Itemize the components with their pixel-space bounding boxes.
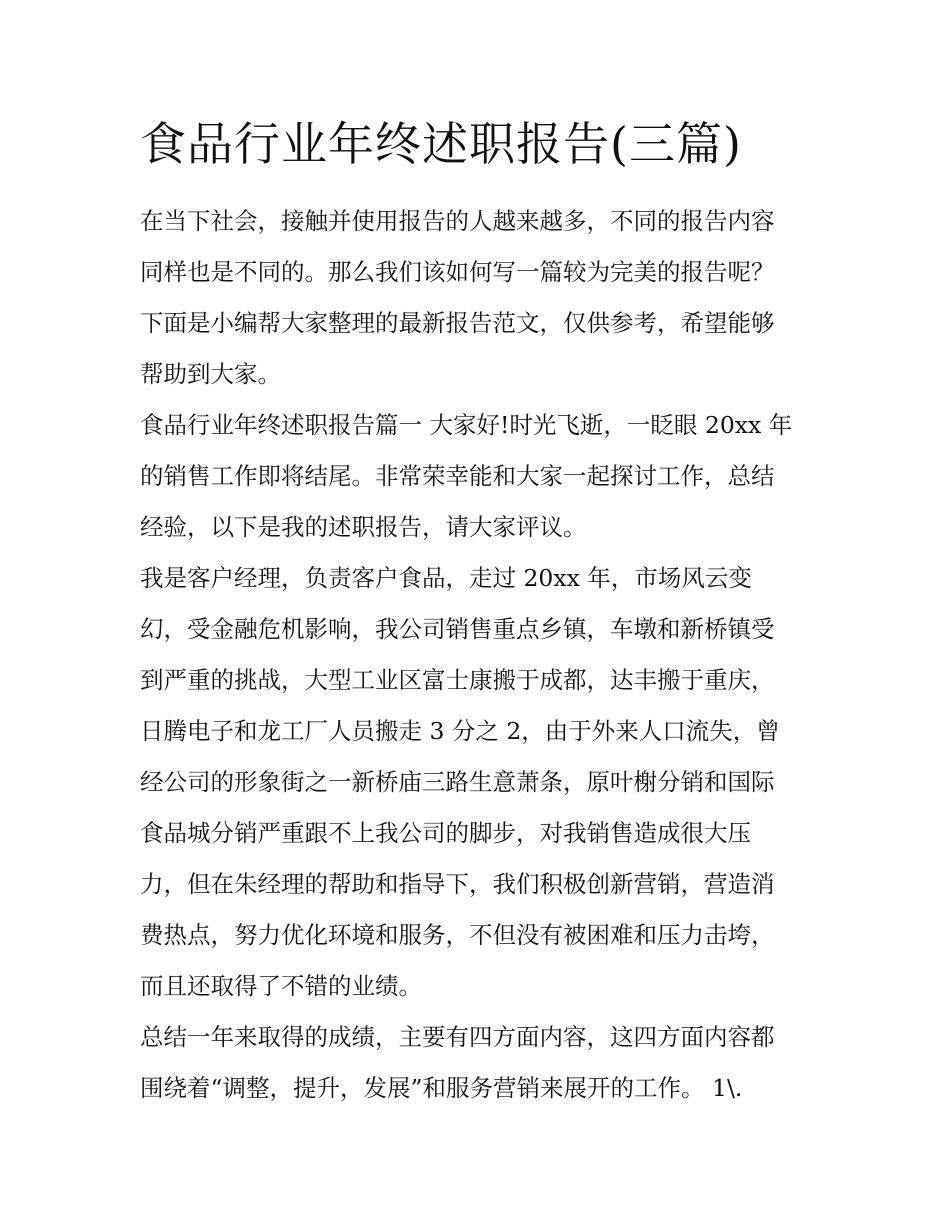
text-line: 幻，受金融危机影响，我公司销售重点乡镇，车墩和新桥镇受 [140,615,775,643]
text-line: 力，但在朱经理的帮助和指导下，我们积极创新营销，营造消 [140,870,775,898]
document-title: 食品行业年终述职报告(三篇) [140,117,742,171]
document-body [140,196,815,1114]
text-line: 经验，以下是我的述职报告，请大家评议。 [140,513,587,541]
text-line: 下面是小编帮大家整理的最新报告范文，仅供参考，希望能够 [140,309,775,337]
text-line: 食品城分销严重跟不上我公司的脚步，对我销售造成很大压 [140,819,751,847]
text-line: 总结一年来取得的成绩，主要有四方面内容，这四方面内容都 [140,1023,775,1051]
text-line: 日腾电子和龙工厂人员搬走 3 分之 2，由于外来人口流失，曾 [140,717,780,745]
text-line: 我是客户经理，负责客户食品，走过 20xx 年，市场风云变 [140,564,752,592]
text-line: 同样也是不同的。那么我们该如何写一篇较为完美的报告呢？ [140,258,775,286]
paragraph-achievements [140,1012,815,1114]
text-line: 围绕着“调整，提升，发展”和服务营销来展开的工作。 1\. [140,1074,743,1102]
paragraph-market-situation [140,553,815,1012]
text-line: 费热点，努力优化环境和服务，不但没有被困难和压力击垮， [140,921,775,949]
text-line: 在当下社会，接触并使用报告的人越来越多，不同的报告内容 [140,207,775,235]
text-line: 的销售工作即将结尾。非常荣幸能和大家一起探讨工作，总结 [140,462,775,490]
paragraph-report-opening [140,400,815,553]
text-line: 帮助到大家。 [140,360,281,388]
paragraph-intro [140,196,815,400]
text-line: 经公司的形象街之一新桥庙三路生意萧条，原叶榭分销和国际 [140,768,775,796]
text-line: 食品行业年终述职报告篇一 大家好!时光飞逝，一眨眼 20xx 年 [140,411,793,439]
text-line: 到严重的挑战，大型工业区富士康搬于成都，达丰搬于重庆， [140,666,775,694]
text-line: 而且还取得了不错的业绩。 [140,972,422,1000]
